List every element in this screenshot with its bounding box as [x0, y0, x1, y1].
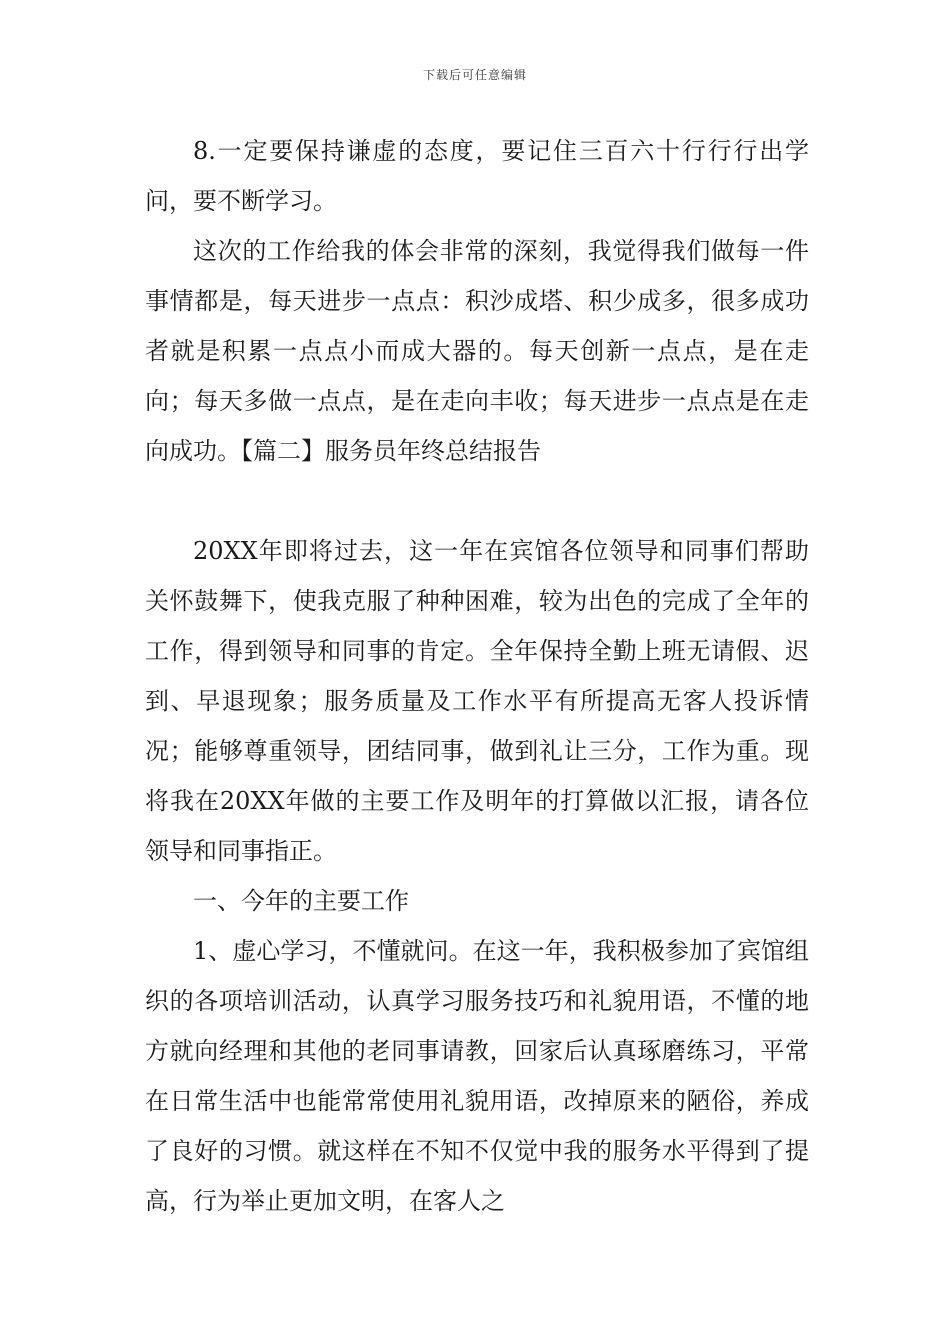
page-header-note: 下载后可任意编辑 — [422, 68, 527, 82]
paragraph-year-summary: 20XX年即将过去，这一年在宾馆各位领导和同事们帮助关怀鼓舞下，使我克服了种种困难，较为出色的完成了全年的工作，得到领导和同事的肯定。全年保持全勤上班无请假、迟到、早退现象；服务质量及工作水平有所提高无客人投诉情况；能够尊重领导，团结同事，做到礼让三分，工作为重。现将我在20XX年做的主要工作及明年的打算做以汇报，请各位领导和同事指正。 — [145, 537, 809, 865]
paragraph-point-8: 8.一定要保持谦虚的态度，要记住三百六十行行行出学问，要不断学习。 — [145, 137, 809, 215]
paragraph-reflection: 这次的工作给我的体会非常的深刻，我觉得我们做每一件事情都是，每天进步一点点：积沙成塔、积少成多，很多成功者就是积累一点点小而成大器的。每天创新一点点，是在走向；每天多做一点点，是在走向丰收；每天进步一点点是在走向成功。【篇二】服务员年终总结报告 — [145, 237, 809, 465]
paragraph-item-1: 1、虚心学习，不懂就问。在这一年，我积极参加了宾馆组织的各项培训活动，认真学习服务技巧和礼貌用语，不懂的地方就向经理和其他的老同事请教，回家后认真琢磨练习，平常在日常生活中也能常常使用礼貌用语，改掉原来的陋俗，养成了良好的习惯。就这样在不知不仅觉中我的服务水平得到了提高，行为举止更加文明，在客人之 — [145, 937, 809, 1215]
section-heading-main-work: 一、今年的主要工作 — [193, 887, 409, 915]
document-body — [145, 126, 809, 1226]
section-spacer — [145, 476, 809, 526]
